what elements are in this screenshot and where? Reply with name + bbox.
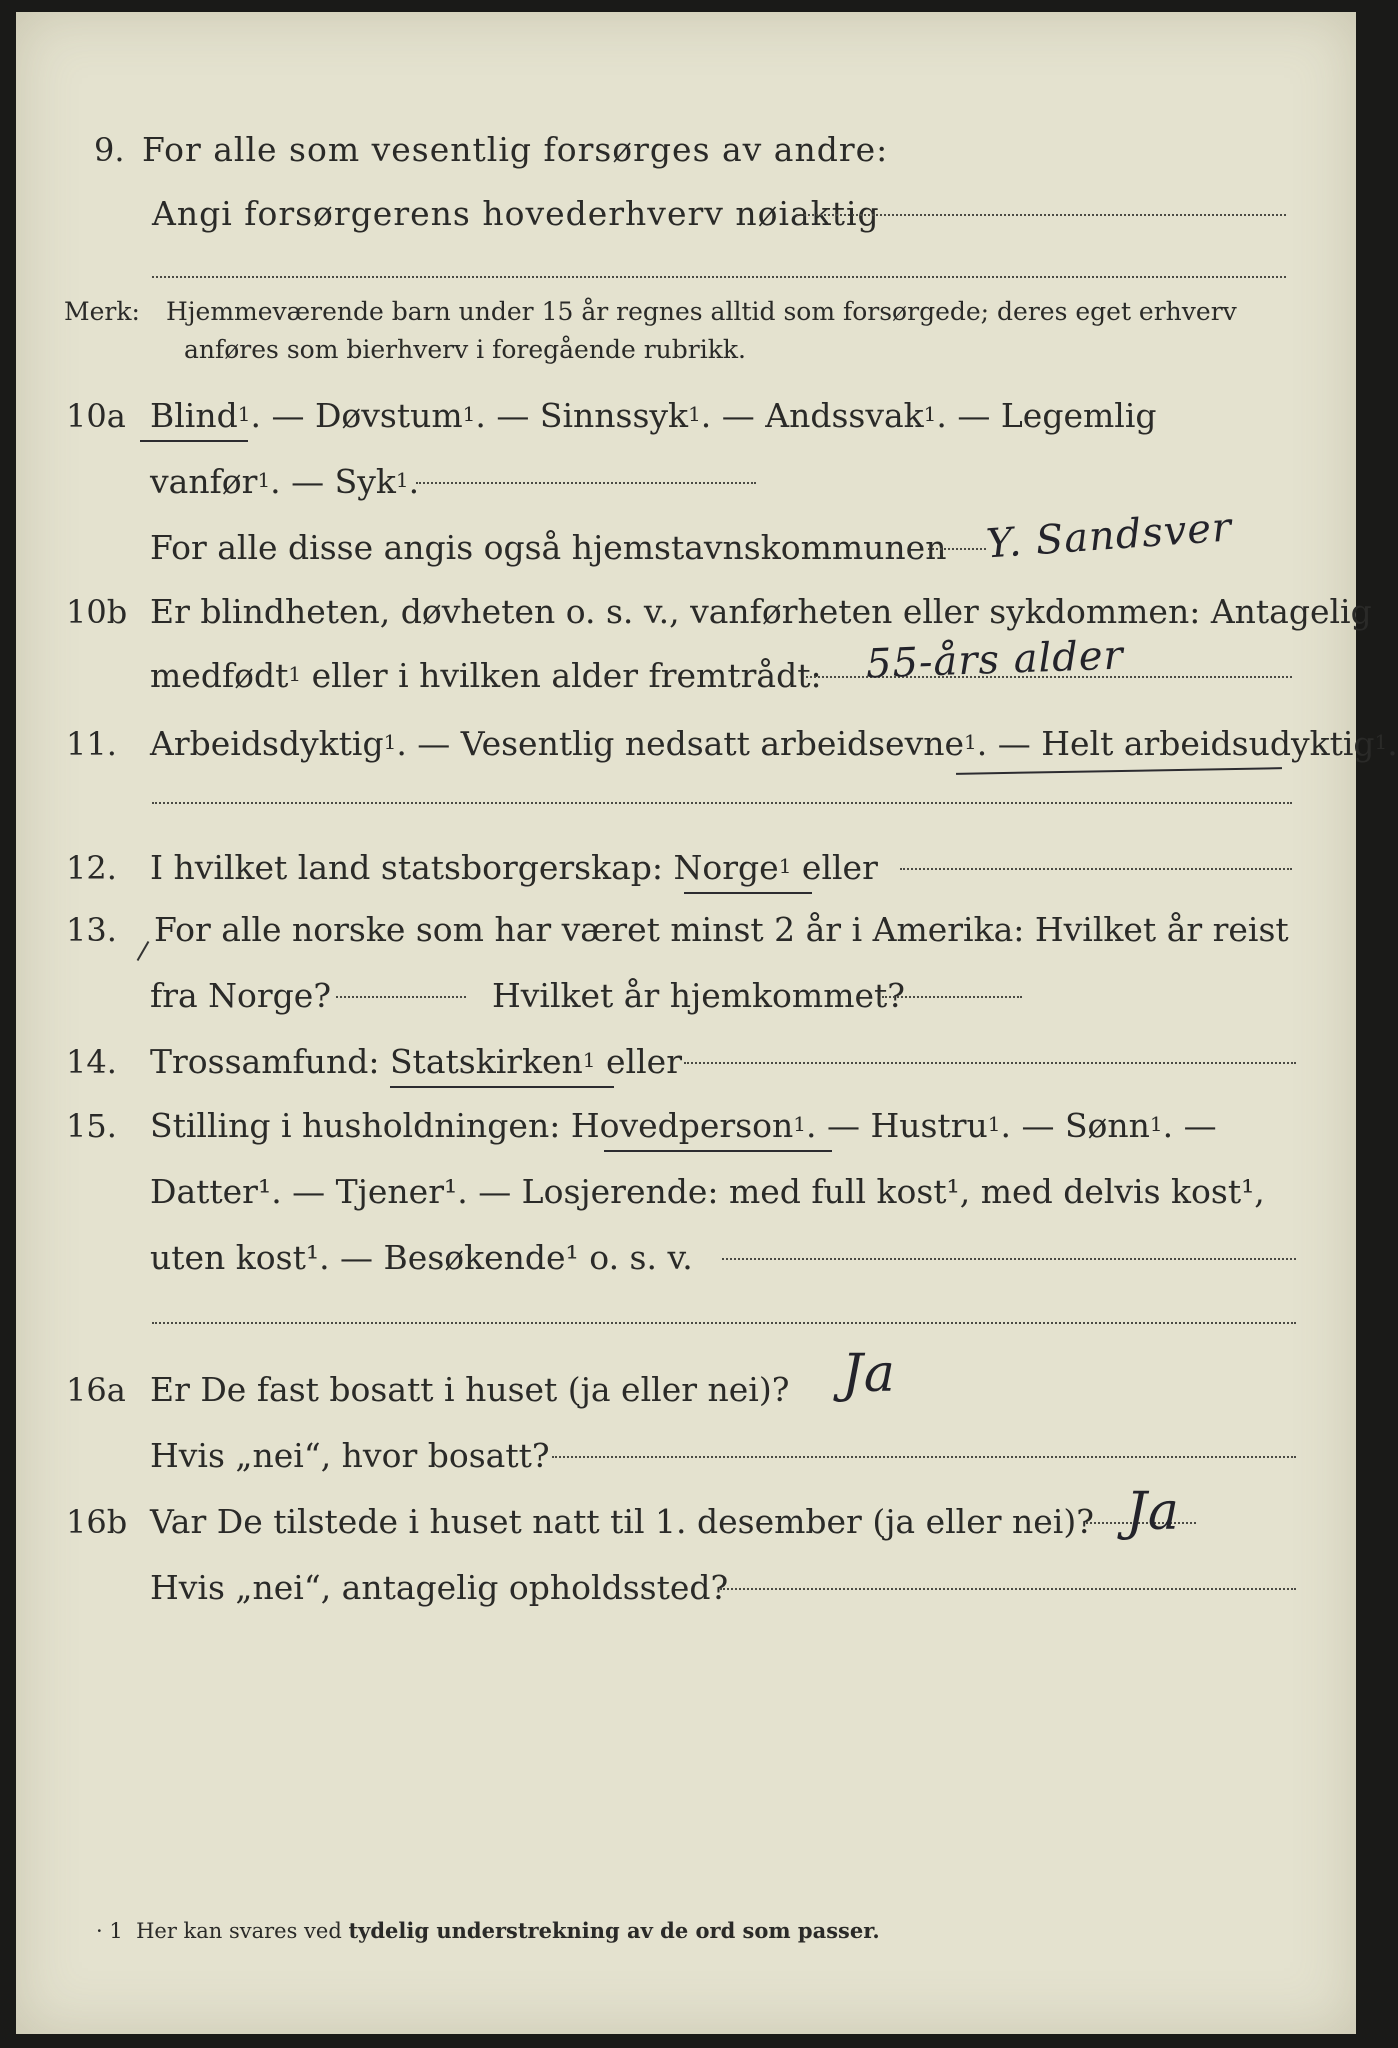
q15-line-2: Datter¹. — Tjener¹. — Losjerende: med full kost¹, med delvis kost¹, — [150, 1172, 1265, 1211]
merk-label: Merk: — [64, 297, 140, 326]
q15-field[interactable] — [722, 1258, 1296, 1260]
merk-line-1: Hjemmeværende barn under 15 år regnes alltid som forsørgede; deres eget erhverv — [166, 297, 1237, 326]
q11-selected-answer: Helt arbeidsudyktig — [1041, 724, 1375, 763]
q15-selected-answer: Hovedperson — [570, 1106, 794, 1145]
q16b-number: 16b — [66, 1503, 128, 1541]
q11-field[interactable] — [152, 802, 1292, 804]
q16b-line-2: Hvis „nei“, antagelig opholdssted? — [150, 1568, 729, 1607]
q15-line-1: Stilling i husholdningen: Hovedperson$^1$. — Hustru$^1$. — Sønn$^1$. — — [150, 1106, 1217, 1145]
q13-left-year-field[interactable] — [336, 996, 466, 998]
q13-number: 13. — [66, 911, 117, 949]
q12-country-field[interactable] — [900, 868, 1292, 870]
q13-line-2b: Hvilket år hjemkommet? — [492, 976, 905, 1015]
q9-provider-field-2[interactable] — [152, 276, 1286, 278]
blind-underline-mark — [140, 440, 248, 442]
q10b-line-1: Er blindheten, døvheten o. s. v., vanførheten eller sykdommen: Antagelig — [150, 592, 1372, 631]
q15-line-3: uten kost¹. — Besøkende¹ o. s. v. — [150, 1238, 693, 1277]
q14-number: 14. — [66, 1043, 117, 1081]
footnote: · 1 Her kan svares ved tydelig understrekning av de ord som passer. — [96, 1918, 880, 1943]
q9-heading: For alle som vesentlig forsørges av andre: — [142, 130, 889, 169]
q12-line: I hvilket land statsborgerskap: Norge$^1$ eller — [150, 848, 878, 887]
q16a-line-1: Er De fast bosatt i huset (ja eller nei)? — [150, 1370, 790, 1409]
q13-tick-mark — [137, 941, 150, 961]
q15-underline-mark — [604, 1150, 832, 1152]
q14-faith-field[interactable] — [684, 1062, 1296, 1064]
q12-underline-mark — [684, 892, 812, 894]
q10a-line-2: vanfør$^1$. — Syk$^1$. — [150, 462, 420, 501]
q9-provider-label: Angi forsørgerens hovederhverv nøiaktig — [152, 194, 880, 233]
q15-number: 15. — [66, 1107, 117, 1145]
q16b-stay-field[interactable] — [720, 1588, 1296, 1590]
q13-return-year-field[interactable] — [882, 996, 1022, 998]
q10a-municipality-field[interactable] — [928, 548, 986, 550]
q10a-home-municipality-label: For alle disse angis også hjemstavnskommunen — [150, 528, 947, 567]
q10a-municipality-answer: Y. Sandsver — [984, 504, 1234, 568]
q10a-number: 10a — [66, 397, 126, 435]
q9-number: 9. — [94, 131, 125, 169]
q15-field-2[interactable] — [152, 1322, 1296, 1324]
q10b-age-answer: 55-års alder — [865, 632, 1125, 688]
q14-selected-answer: Statskirken — [389, 1042, 583, 1081]
q16b-line-1: Var De tilstede i huset natt til 1. desember (ja eller nei)? — [150, 1502, 1094, 1541]
q12-selected-answer: Norge — [673, 848, 779, 887]
q11-number: 11. — [66, 725, 117, 763]
q16a-number: 16a — [66, 1371, 126, 1409]
q10a-line-1: Blind$^1$. — Døvstum$^1$. — Sinnssyk$^1$. — Andssvak$^1$. — Legemlig — [150, 396, 1157, 435]
q13-line-2a: fra Norge? — [150, 976, 332, 1015]
q14-line: Trossamfund: Statskirken$^1$ eller — [150, 1042, 682, 1081]
q10a-sick-field[interactable] — [416, 482, 756, 484]
merk-line-2: anføres som bierhverv i foregående rubrikk. — [184, 335, 746, 364]
q12-number: 12. — [66, 849, 117, 887]
q11-line: Arbeidsdyktig$^1$. — Vesentlig nedsatt arbeidsevne$^1$. — Helt arbeidsudyktig$^1$. — [150, 724, 1398, 763]
q16b-answer: Ja — [1126, 1482, 1180, 1542]
q16a-answer: Ja — [842, 1344, 896, 1404]
q10a-blind: Blind — [150, 396, 238, 435]
q16a-residence-field[interactable] — [552, 1456, 1296, 1458]
q10b-line-2: medfødt$^1$ eller i hvilken alder fremtrådt: — [150, 656, 822, 695]
census-form-page — [16, 12, 1398, 2034]
q10b-number: 10b — [66, 593, 128, 631]
q9-provider-field[interactable] — [796, 214, 1286, 216]
q13-line-1: For alle norske som har været minst 2 år i Amerika: Hvilket år reist — [154, 910, 1289, 949]
q14-underline-mark — [390, 1086, 614, 1088]
q16a-line-2: Hvis „nei“, hvor bosatt? — [150, 1436, 550, 1475]
